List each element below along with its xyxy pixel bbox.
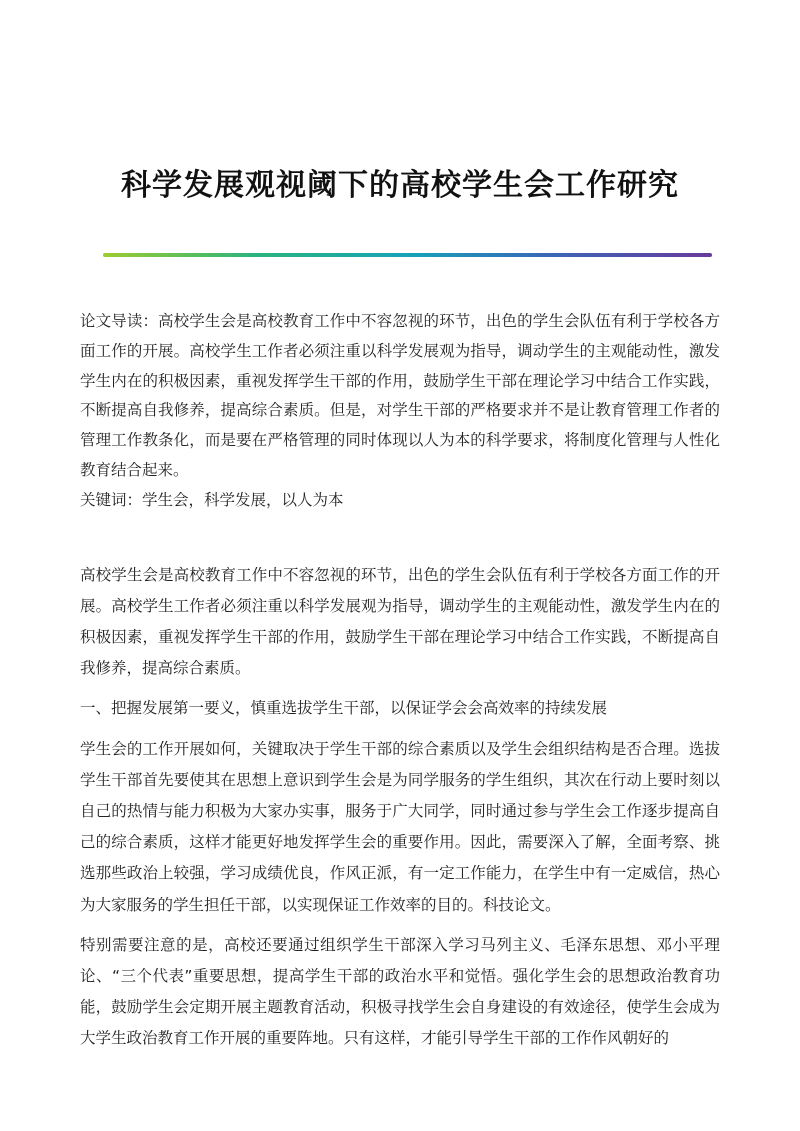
body-paragraph-political: 特别需要注意的是，高校还要通过组织学生干部深入学习马列主义、毛泽东思想、邓小平理论、“三个代表”重要思想，提高学生干部的政治水平和觉悟。强化学生会的思想政治教育功能，鼓励学生会定期开展主题教育活动，积极寻找学生会自身建设的有效途径，使学生会成为大学生政治教育工作开展的重要阵地。只有这样，才能引导学生干部的工作作风朝好的 — [80, 935, 720, 1048]
body-paragraph-selection: 学生会的工作开展如何，关键取决于学生干部的综合素质以及学生会组织结构是否合理。选拔学生干部首先要使其在思想上意识到学生会是为同学服务的学生组织，其次在行动上要时刻以自己的热情与能力积极为大家办实事，服务于广大同学，同时通过参与学生会工作逐步提高自己的综合素质，这样才能更好地发挥学生会的重要作用。因此，需要深入了解，全面考察、挑选那些政治上较强，学习成绩优良，作风正派，有一定工作能力，在学生中有一定威信，热心为大家服务的学生担任干部，以实现保证工作效率的目的。科技论文。 — [80, 739, 720, 914]
section-heading-1: 一、把握发展第一要义，慎重选拔学生干部，以保证学会会高效率的持续发展 — [80, 699, 608, 718]
document-body — [80, 307, 720, 1064]
document-title: 科学发展观视阈下的高校学生会工作研究 — [121, 168, 679, 203]
body-paragraph-intro: 高校学生会是高校教育工作中不容忽视的环节，出色的学生会队伍有利于学校各方面工作的开展。高校学生工作者必须注重以科学发展观为指导，调动学生的主观能动性，激发学生内在的积极因素，重视发挥学生干部的作用，鼓励学生干部在理论学习中结合工作实践，不断提高自我修养，提高综合素质。 — [80, 565, 720, 678]
abstract-paragraph: 论文导读：高校学生会是高校教育工作中不容忽视的环节，出色的学生会队伍有利于学校各方面工作的开展。高校学生工作者必须注重以科学发展观为指导，调动学生的主观能动性，激发学生内在的积极因素，重视发挥学生干部的作用，鼓励学生干部在理论学习中结合工作实践，不断提高自我修养，提高综合素质。但是，对学生干部的严格要求并不是让教育管理工作者的管理工作教条化，而是要在严格管理的同时体现以人为本的科学要求，将制度化管理与人性化教育结合起来。 — [80, 312, 720, 479]
keywords-line: 关键词：学生会，科学发展，以人为本 — [80, 490, 344, 509]
title-divider — [103, 253, 712, 257]
